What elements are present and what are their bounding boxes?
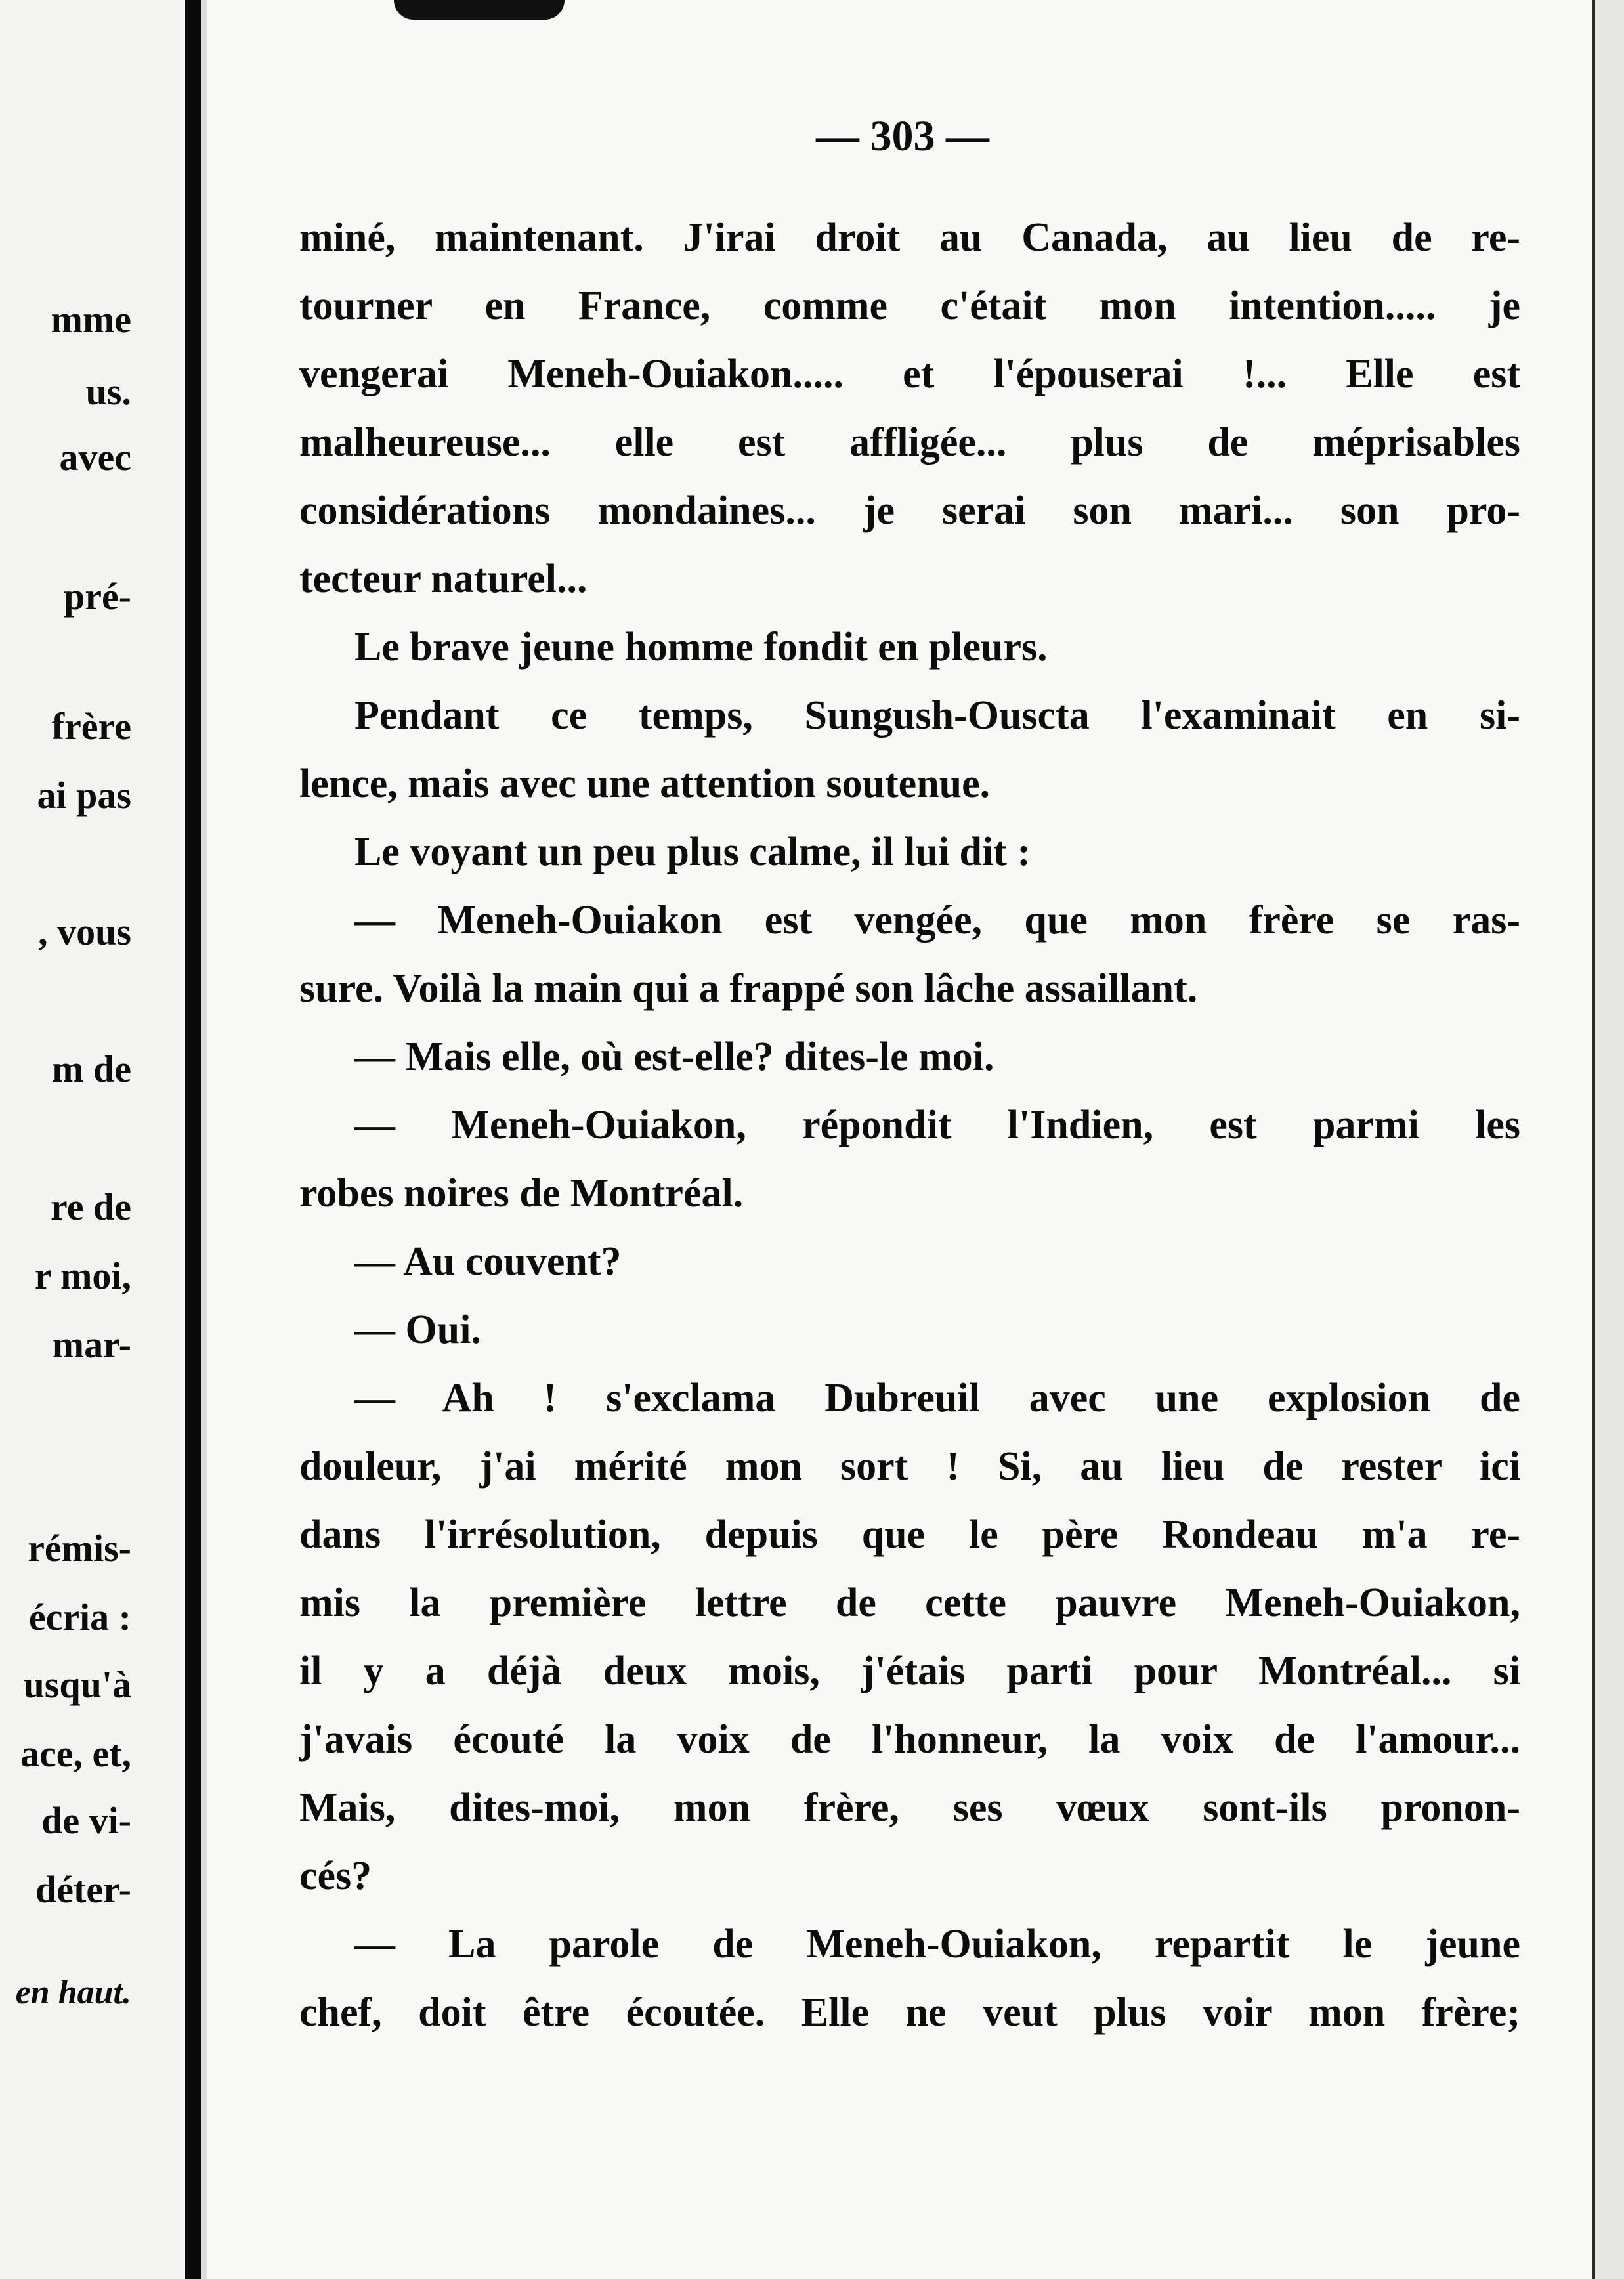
text-line: chef, doit être écoutée. Elle ne veut plus voir mon frère;: [299, 1990, 1520, 2035]
left-fragment: ace, et,: [20, 1732, 131, 1775]
text-line: tourner en France, comme c'était mon intention..... je: [299, 284, 1520, 328]
binding-shadow: [394, 0, 565, 20]
left-page-fragment: [0, 0, 185, 2279]
left-fragment: mme: [51, 298, 131, 341]
left-fragment: us.: [85, 370, 131, 413]
book-page: [207, 0, 1592, 2279]
left-fragment: frère: [51, 705, 131, 748]
page-body-text: [299, 203, 1520, 2047]
left-fragment: de vi-: [41, 1799, 131, 1842]
text-line: robes noires de Montréal.: [299, 1171, 744, 1216]
text-line: Le voyant un peu plus calme, il lui dit :: [354, 830, 1031, 874]
text-line: — La parole de Meneh-Ouiakon, repartit le jeune: [354, 1922, 1520, 1967]
text-line: — Meneh-Ouiakon est vengée, que mon frère se ras-: [354, 898, 1520, 943]
left-fragment: usqu'à: [23, 1663, 131, 1706]
left-fragment: , vous: [38, 910, 131, 953]
text-line: — Mais elle, où est-elle? dites-le moi.: [354, 1034, 994, 1079]
left-fragment: mar-: [52, 1323, 131, 1366]
left-fragment: en haut.: [15, 1974, 131, 2011]
text-line: — Oui.: [354, 1308, 481, 1352]
text-line: considérations mondaines... je serai son mari... son pro-: [299, 488, 1520, 533]
text-line: — Au couvent?: [354, 1239, 622, 1284]
text-line: lence, mais avec une attention soutenue.: [299, 761, 991, 806]
left-fragment: rémis-: [28, 1527, 131, 1569]
page-gutter: [185, 0, 201, 2279]
left-fragment: déter-: [35, 1868, 131, 1911]
text-line: Mais, dites-moi, mon frère, ses vœux sont-ils pronon-: [299, 1785, 1520, 1830]
text-line: — Meneh-Ouiakon, répondit l'Indien, est parmi les: [354, 1103, 1520, 1147]
text-line: vengerai Meneh-Ouiakon..... et l'épouserai !... Elle est: [299, 352, 1520, 396]
text-line: Pendant ce temps, Sungush-Ouscta l'examinait en si-: [354, 693, 1520, 738]
left-fragment: r moi,: [34, 1254, 131, 1297]
text-line: malheureuse... elle est affligée... plus de méprisables: [299, 420, 1520, 465]
left-fragment: ai pas: [37, 774, 131, 817]
text-line: tecteur naturel...: [299, 557, 588, 601]
left-fragment: avec: [59, 436, 131, 479]
text-line: cés?: [299, 1854, 372, 1898]
left-fragment: re de: [51, 1185, 131, 1228]
text-line: il y a déjà deux mois, j'étais parti pour Montréal... si: [299, 1649, 1520, 1693]
text-line: dans l'irrésolution, depuis que le père Rondeau m'a re-: [299, 1512, 1520, 1557]
left-fragment: m de: [52, 1048, 131, 1090]
text-line: douleur, j'ai mérité mon sort ! Si, au lieu de rester ici: [299, 1444, 1520, 1489]
text-line: — Ah ! s'exclama Dubreuil avec une explosion de: [354, 1376, 1520, 1420]
gutter-edge: [201, 0, 207, 2279]
left-fragment: pré-: [63, 575, 131, 618]
text-line: mis la première lettre de cette pauvre Meneh-Ouiakon,: [299, 1581, 1520, 1625]
text-line: j'avais écouté la voix de l'honneur, la voix de l'amour...: [299, 1717, 1520, 1762]
page-number: — 303 —: [816, 112, 989, 160]
text-line: miné, maintenant. J'irai droit au Canada, au lieu de re-: [299, 215, 1520, 260]
page-edge: [1592, 0, 1624, 2279]
text-line: sure. Voilà la main qui a frappé son lâche assaillant.: [299, 966, 1198, 1011]
text-line: Le brave jeune homme fondit en pleurs.: [354, 625, 1048, 670]
left-fragment: écria :: [28, 1596, 131, 1638]
